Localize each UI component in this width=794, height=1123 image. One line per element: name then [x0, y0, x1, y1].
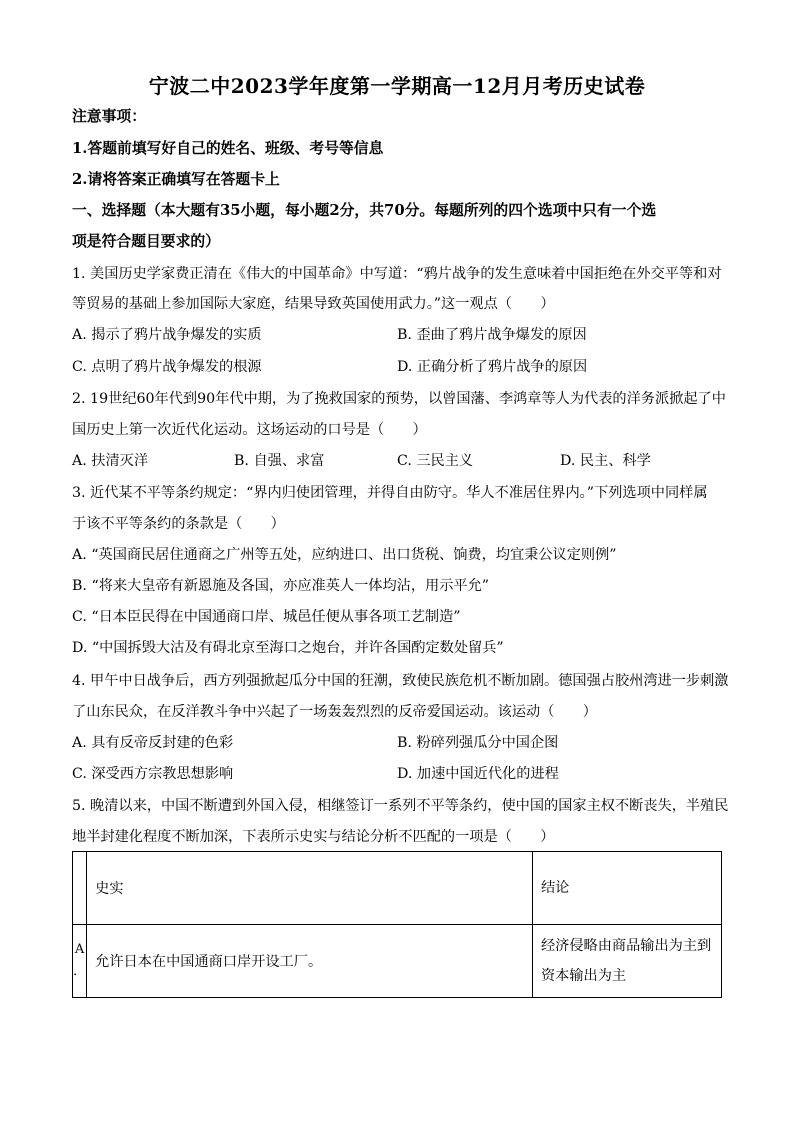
question-4-option-d: D. 加速中国近代化的进程	[397, 766, 559, 782]
question-4-line-1: 4. 甲午中日战争后，西方列强掀起瓜分中国的狂潮，致使民族危机不断加剧。德国强占胶州湾进一步刺激	[72, 673, 729, 689]
question-1-line-1: 1. 美国历史学家费正清在《伟大的中国革命》中写道：“鸦片战争的发生意味着中国拒绝在外交平等和对	[72, 266, 722, 282]
page-title: 宁波二中2023学年度第一学期高一12月月考历史试卷	[148, 74, 646, 98]
question-2-option-d: D. 民主、科学	[560, 453, 651, 469]
question-2-option-c: C. 三民主义	[397, 453, 474, 469]
question-4-line-2: 了山东民众，在反洋教斗争中兴起了一场轰轰烈烈的反帝爱国运动。该运动（ ）	[72, 704, 597, 720]
question-4-option-a: A. 具有反帝反封建的色彩	[72, 735, 234, 751]
question-2-option-a: A. 扶清灭洋	[72, 453, 149, 469]
question-3-line-1: 3. 近代某不平等条约规定：“界内归使团管理，并得自由防守。华人不准居住界内。”下列选项中同样属	[72, 485, 708, 501]
table-header-conclusion: 结论	[532, 852, 721, 925]
question-4-option-c: C. 深受西方宗教思想影响	[72, 766, 234, 782]
table-row-conclusion: 经济侵略由商品输出为主到资本输出为主	[532, 925, 721, 998]
question-3-option-b: B. “将来大皇帝有新恩施及各国，亦应准英人一体均沾，用示平允”	[72, 578, 490, 594]
table-header-fact: 史实	[87, 852, 533, 925]
question-2-line-1: 2. 19世纪60年代到90年代中期，为了挽救国家的预势，以曾国藩、李鸿章等人为代表的洋务派掀起了中	[72, 391, 726, 407]
table-row-fact: 允许日本在中国通商口岸开设工厂。	[87, 925, 533, 998]
table-header-row	[73, 852, 722, 925]
question-2-line-2: 国历史上第一次近代化运动。这场运动的口号是（ ）	[72, 422, 427, 438]
question-5-line-2: 地半封建化程度不断加深，下表所示史实与结论分析不匹配的一项是（ ）	[72, 829, 555, 845]
question-4-option-b: B. 粉碎列强瓜分中国企图	[397, 735, 559, 751]
table-header-index	[73, 852, 87, 925]
section-heading-line2: 项是符合题目要求的）	[72, 233, 220, 250]
table-row-label	[73, 925, 87, 998]
question-1-option-d: D. 正确分析了鸦片战争的原因	[397, 359, 588, 375]
table-row	[73, 925, 722, 998]
question-5-line-1: 5. 晚清以来，中国不断遭到外国入侵，相继签订一系列不平等条约，使中国的国家主权不断丧失，半殖民	[72, 798, 729, 814]
question-3-option-c: C. “日本臣民得在中国通商口岸、城邑任便从事各项工艺制造”	[72, 609, 461, 625]
history-table	[72, 851, 722, 998]
question-1-option-b: B. 歪曲了鸦片战争爆发的原因	[397, 327, 587, 343]
question-3-line-2: 于该不平等条约的条款是（ ）	[72, 516, 285, 532]
notice-heading: 注意事项：	[72, 108, 146, 125]
question-2-option-b: B. 自强、求富	[234, 453, 325, 469]
question-1-option-c: C. 点明了鸦片战争爆发的根源	[72, 359, 262, 375]
question-3-option-a: A. “英国商民居住通商之广州等五处，应纳进口、出口货税、饷费，均宜秉公议定则例”	[72, 547, 617, 563]
table-row-dot: ．	[73, 964, 87, 979]
question-1-line-2: 等贸易的基础上参加国际大家庭，结果导致英国使用武力。”这一观点（ ）	[72, 296, 555, 312]
question-3-option-d: D. “中国拆毁大沽及有碍北京至海口之炮台，并许各国酌定数处留兵”	[72, 640, 504, 656]
question-1-option-a: A. 揭示了鸦片战争爆发的实质	[72, 327, 262, 343]
table-row-letter: A	[74, 942, 85, 957]
notice-item-2: 2.请将答案正确填写在答题卡上	[72, 171, 280, 188]
section-heading-line1: 一、选择题（本大题有35小题，每小题2分，共70分。每题所列的四个选项中只有一个选	[72, 202, 657, 219]
notice-item-1: 1.答题前填写好自己的姓名、班级、考号等信息	[72, 140, 384, 157]
